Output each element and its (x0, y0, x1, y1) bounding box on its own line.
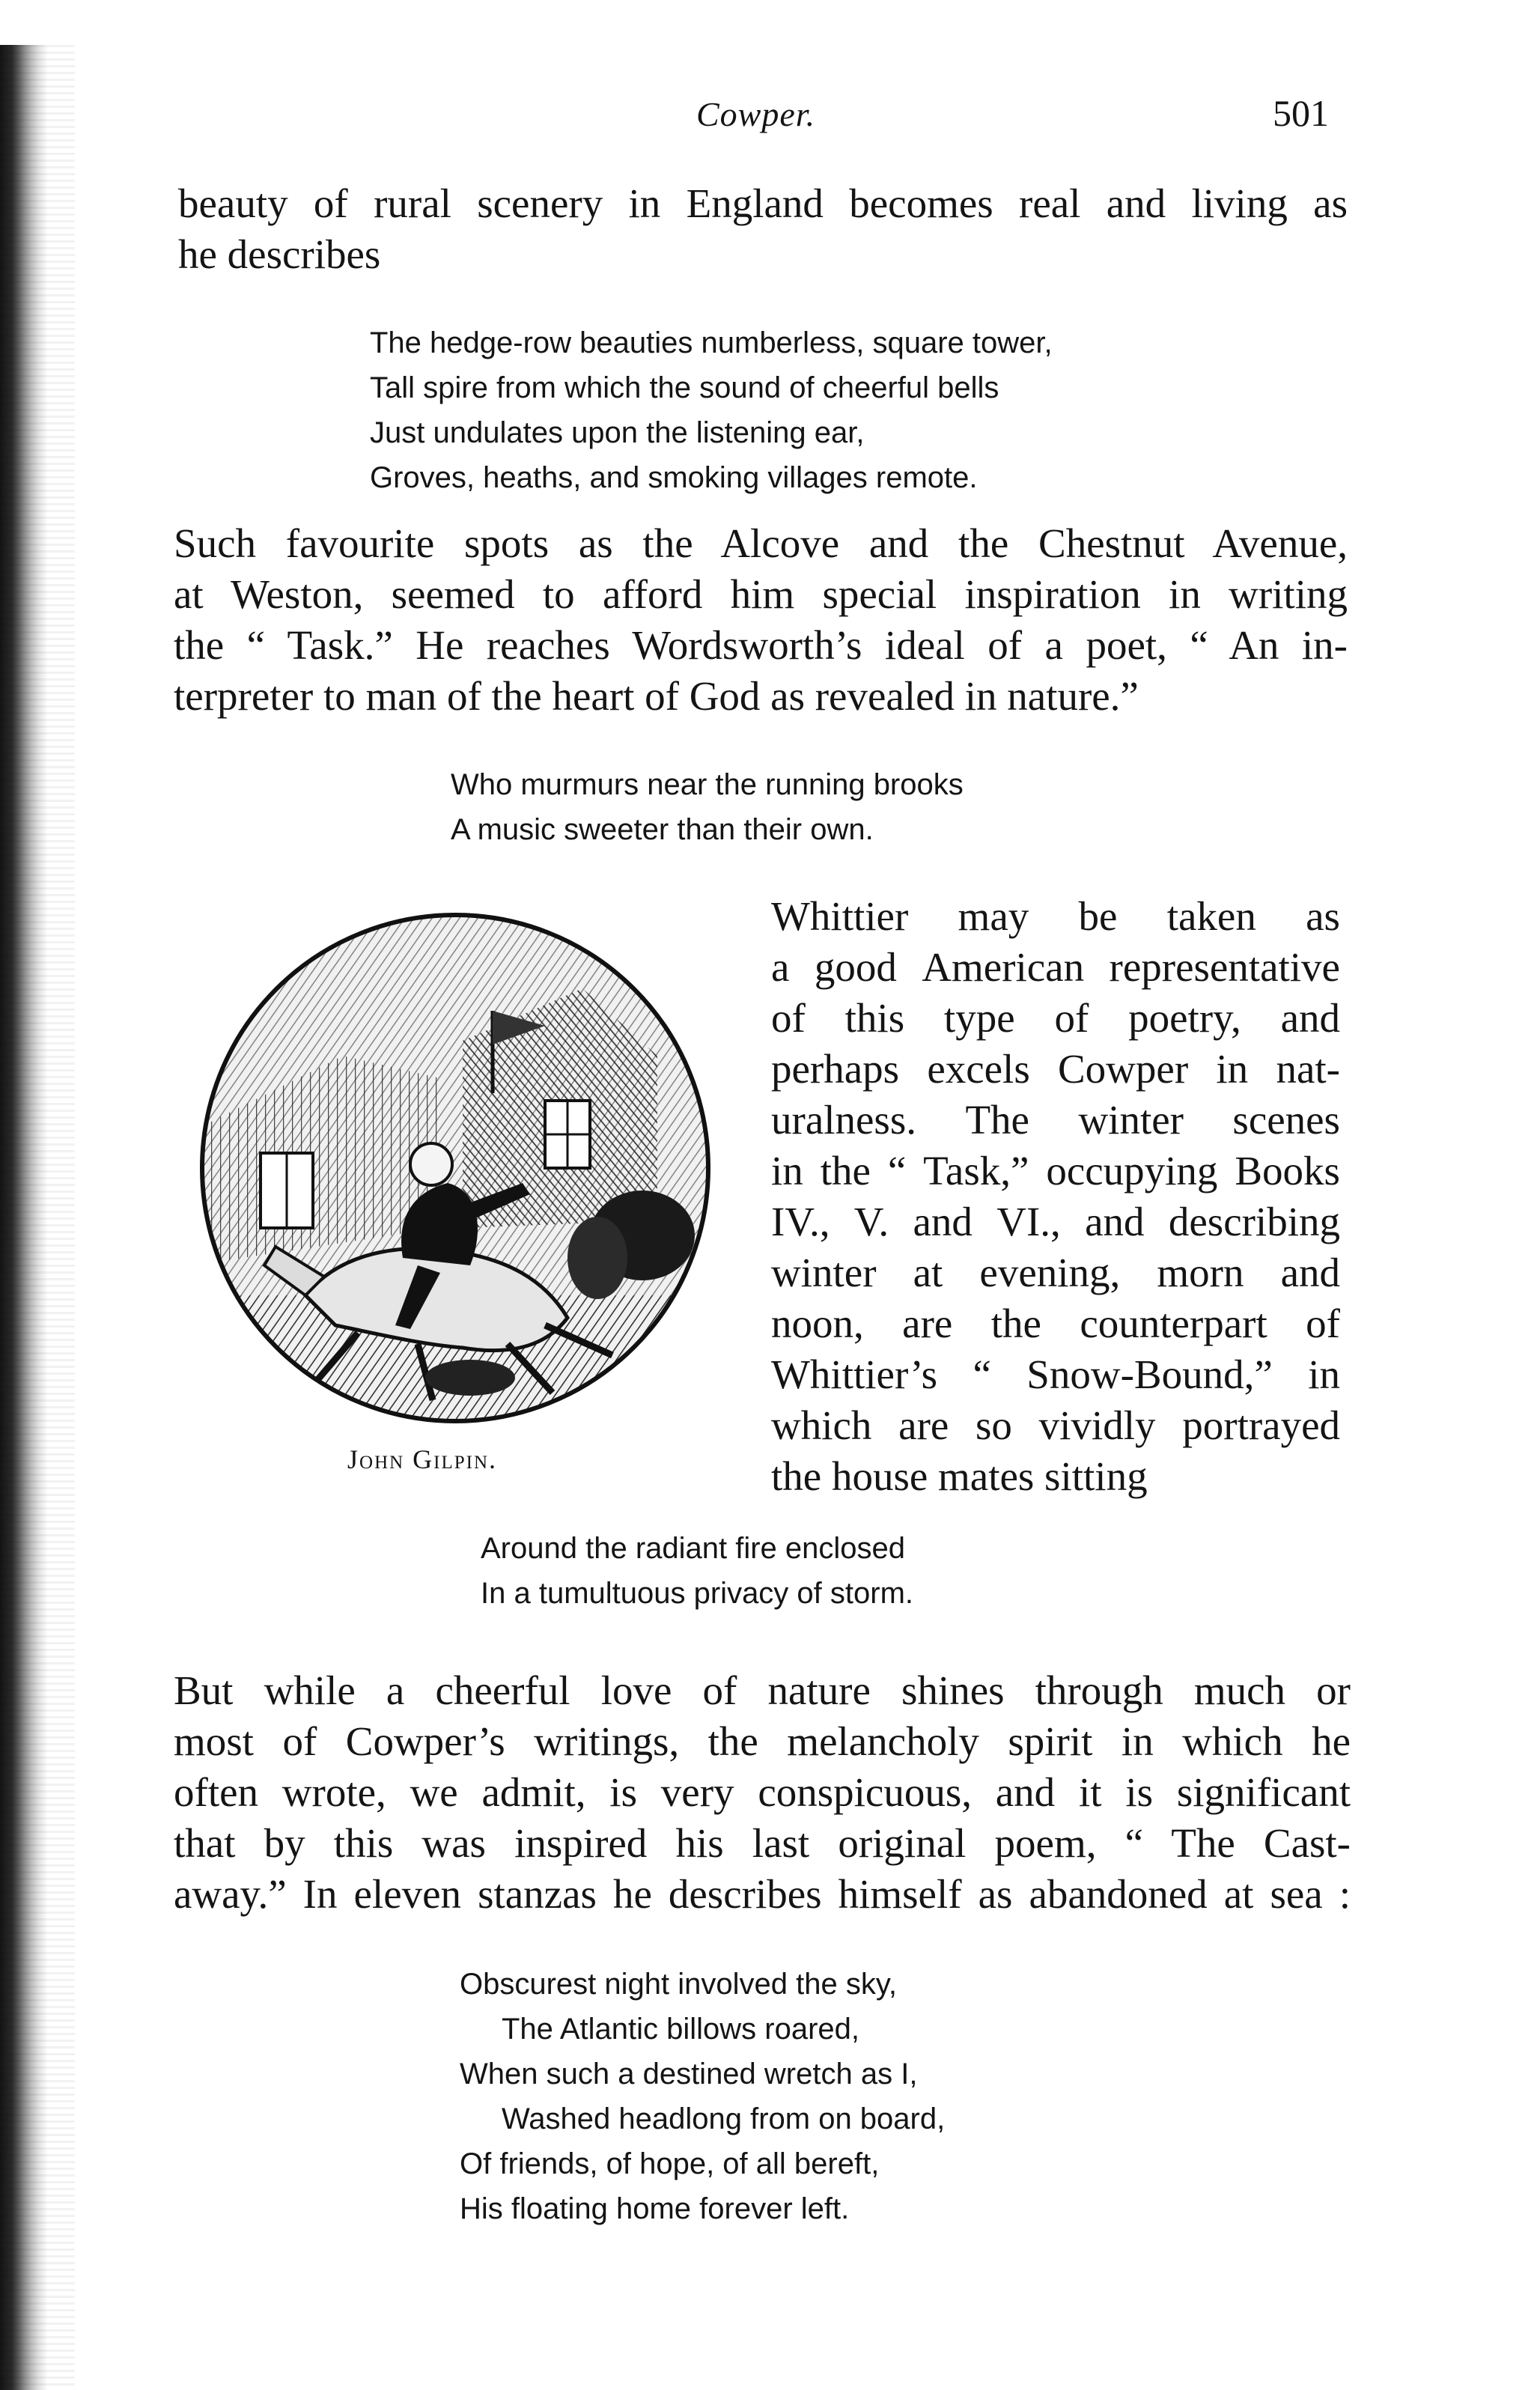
running-head: Cowper. (696, 95, 816, 133)
side-line-text: the house mates sitting (771, 1453, 1148, 1499)
binding-edge (0, 45, 75, 2390)
side-word: Cowper (1058, 1046, 1189, 1092)
side-word: Whittier (771, 893, 909, 939)
side-word: this (844, 995, 905, 1041)
side-word: in (1216, 1046, 1249, 1092)
side-word: scenes (1232, 1097, 1340, 1143)
side-word: Snow-Bound,” (1026, 1351, 1273, 1397)
side-line (771, 1298, 1340, 1349)
verse-line: When such a destined wretch as I, (460, 2058, 918, 2091)
verse-line: Groves, heaths, and smoking villages remote. (370, 461, 978, 494)
side-word: are (902, 1301, 953, 1346)
side-paragraph (771, 891, 1340, 1502)
side-word: portrayed (1182, 1402, 1340, 1448)
text-line: that by this was inspired his last original poem, “ The Cast- (174, 1820, 1351, 1866)
text-line: beauty of rural scenery in England becomes real and living as (178, 180, 1348, 226)
text-line: away.” In eleven stanzas he describes himself as abandoned at sea : (174, 1871, 1351, 1917)
paragraph-3 (174, 1665, 1351, 1920)
side-word: winter (1078, 1097, 1184, 1143)
side-word: are (898, 1402, 949, 1448)
text-line: often wrote, we admit, is very conspicuous, and it is significant (174, 1769, 1351, 1815)
side-word: “ (973, 1351, 991, 1397)
side-word: evening, (979, 1250, 1121, 1295)
verse-line: In a tumultuous privacy of storm. (481, 1577, 914, 1610)
side-word: occupying (1046, 1148, 1218, 1194)
side-word: counterpart (1080, 1301, 1267, 1346)
text-line: the “ Task.” He reaches Wordsworth’s ideal of a poet, “ An in- (174, 622, 1348, 668)
side-word: may (958, 893, 1029, 939)
side-word: be (1078, 893, 1118, 939)
side-word: which (771, 1402, 872, 1448)
paragraph-1 (178, 178, 1348, 280)
side-word: poetry, (1128, 995, 1241, 1041)
side-word: type (943, 995, 1015, 1041)
text-line: he describes (178, 231, 381, 277)
side-word: describing (1168, 1199, 1340, 1244)
side-line (771, 1400, 1340, 1451)
verse-3 (481, 1526, 913, 1616)
verse-line: Washed headlong from on board, (502, 2102, 946, 2135)
side-line (771, 1095, 1340, 1146)
side-word: taken (1166, 893, 1256, 939)
side-word: in (1308, 1351, 1340, 1397)
john-gilpin-illustration (193, 906, 717, 1430)
side-word: in (771, 1148, 803, 1194)
side-word: nat- (1276, 1046, 1340, 1092)
text-line: at Weston, seemed to afford him special inspiration in writing (174, 571, 1348, 617)
verse-line: The Atlantic billows roared, (502, 2013, 860, 2046)
side-word: “ (887, 1148, 907, 1194)
side-word: the (990, 1301, 1041, 1346)
text-line: But while a cheerful love of nature shines through much or (174, 1667, 1351, 1713)
side-word: noon, (771, 1301, 864, 1346)
side-line (771, 993, 1340, 1044)
verse-2 (451, 762, 964, 852)
verse-line: His floating home forever left. (460, 2192, 850, 2225)
side-word: of (1054, 995, 1089, 1041)
verse-line: A music sweeter than their own. (451, 813, 874, 846)
side-line (771, 1044, 1340, 1095)
side-word: American (922, 944, 1085, 990)
illustration-caption: John Gilpin. (347, 1444, 498, 1474)
side-word: of (1306, 1301, 1340, 1346)
side-word: winter (771, 1250, 877, 1295)
text-line: most of Cowper’s writings, the melancholy spirit in which he (174, 1718, 1351, 1764)
side-word: representative (1109, 944, 1340, 990)
side-word: as (1306, 893, 1340, 939)
side-word: vividly (1038, 1402, 1156, 1448)
side-line (771, 1247, 1340, 1298)
side-word: a (771, 944, 790, 990)
page-number: 501 (1273, 92, 1329, 134)
side-line (771, 891, 1340, 942)
side-word: good (814, 944, 897, 990)
side-line (771, 1451, 1340, 1502)
side-word: Task,” (923, 1148, 1029, 1194)
side-word: and (1280, 1250, 1340, 1295)
side-word: morn (1157, 1250, 1244, 1295)
verse-4 (460, 1962, 945, 2231)
side-word: Books (1235, 1148, 1340, 1194)
side-word: excels (927, 1046, 1030, 1092)
side-word: Whittier’s (771, 1351, 937, 1397)
side-word: perhaps (771, 1046, 900, 1092)
side-line (771, 942, 1340, 993)
verse-line: Of friends, of hope, of all bereft, (460, 2147, 880, 2180)
verse-1 (370, 320, 1053, 500)
side-word: and (913, 1199, 973, 1244)
verse-line: Tall spire from which the sound of cheerful bells (370, 371, 999, 404)
side-word: The (965, 1097, 1029, 1143)
side-word: uralness. (771, 1097, 916, 1143)
verse-line: Around the radiant fire enclosed (481, 1532, 906, 1565)
side-word: VI., (996, 1199, 1061, 1244)
verse-line: Obscurest night involved the sky, (460, 1968, 897, 2001)
text-line: terpreter to man of the heart of God as revealed in nature.” (174, 673, 1139, 719)
side-word: at (913, 1250, 943, 1295)
side-word: and (1085, 1199, 1145, 1244)
paragraph-2 (174, 518, 1348, 722)
side-line (771, 1349, 1340, 1400)
verse-line: The hedge-row beauties numberless, square tower, (370, 326, 1053, 359)
side-word: so (976, 1402, 1012, 1448)
side-line (771, 1146, 1340, 1196)
side-word: the (820, 1148, 871, 1194)
verse-line: Who murmurs near the running brooks (451, 768, 964, 801)
text-line: Such favourite spots as the Alcove and the Chestnut Avenue, (174, 520, 1348, 566)
verse-line: Just undulates upon the listening ear, (370, 416, 865, 449)
side-word: IV., (771, 1199, 830, 1244)
side-line (771, 1196, 1340, 1247)
side-word: and (1280, 995, 1340, 1041)
side-word: of (771, 995, 806, 1041)
side-word: V. (853, 1199, 889, 1244)
